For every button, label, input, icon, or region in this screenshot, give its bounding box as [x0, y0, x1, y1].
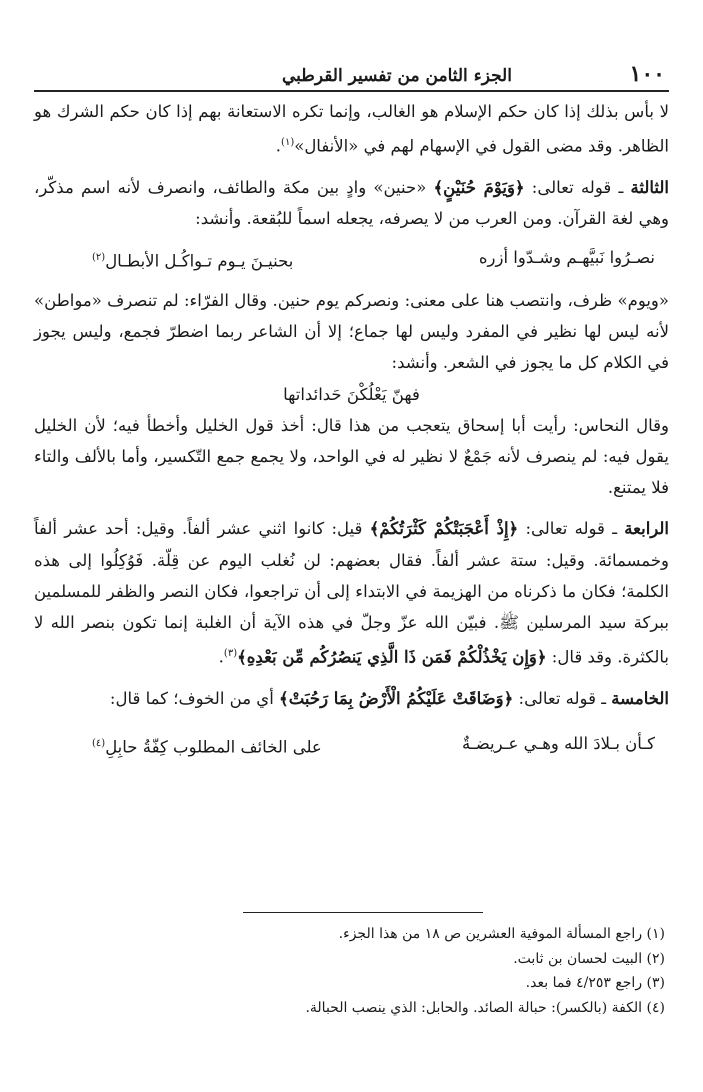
footnote-divider	[243, 912, 483, 913]
quran-verse: ﴿وَإِن يَخْذُلْكُمْ فَمَن ذَا الَّذِي يَنصُرُكُم مِّن بَعْدِهِ﴾	[237, 647, 547, 667]
poem-verse-habil	[34, 724, 669, 767]
paragraph-yawm: «ويوم» ظرف، وانتصب هنا على معنى: ونصركم يوم حنين. وقال الفرّاء: لم تنصرف «مواطن» لأنه ليس لها نظير في المفرد وليس لها جماع؛ إلا أن الشاعر ربما اضطرّ فجمع، وليس يجوز في الكلام كل ما يجوز في الشعر. وأنشد:	[34, 291, 669, 373]
footnote-ref[interactable]: (٤)	[92, 738, 106, 750]
punctuation: .	[218, 647, 224, 667]
half-verse: فهنّ يَعْلُكْنَ حَدائداتها	[283, 384, 420, 404]
running-title: الجزء الثامن من تفسير القرطبي	[282, 66, 512, 86]
section-heading: الرابعة	[624, 519, 669, 539]
paragraph-text: لا بأس بذلك إذا كان حكم الإسلام هو الغالب، وإنما تكره الاستعانة بهم إذا كان حكم الشرك هو الظاهر. وقد مضى القول في الإسهام لهم في «الأنفال»	[34, 102, 669, 156]
punctuation: .	[275, 136, 282, 156]
paragraph-text: «حنين» وادٍ بين مكة والطائف، وانصرف لأنه اسم مذكّر، وهي لغة القرآن. ومن العرب من لا يصرفه، يجعله اسماً للبُقعة. وأنشد:	[34, 177, 669, 229]
poem-verse-hassan	[34, 238, 669, 281]
main-text	[34, 96, 669, 771]
separator: ـ قوله تعالى:	[518, 519, 625, 539]
separator: ـ قوله تعالى:	[513, 688, 612, 708]
footnote-3: (٣) راجع ٤/٢٥٣ فما بعد.	[525, 975, 665, 991]
footnotes	[34, 922, 665, 1020]
section-third	[34, 172, 669, 234]
running-header	[34, 56, 669, 92]
footnote-1: (١) راجع المسألة الموفية العشرين ص ١٨ من هذا الجزء.	[338, 926, 665, 942]
footnote-4: (٤) الكفة (بالكسر): حبالة الصائد. والحابل: الذي ينصب الحبالة.	[305, 999, 665, 1016]
footnote-2: (٢) البيت لحسان بن ثابت.	[513, 950, 665, 967]
section-heading: الثالثة	[630, 177, 669, 197]
paragraph-text: أي من الخوف؛ كما قال:	[109, 688, 280, 708]
page-number: ١٠٠	[629, 61, 665, 87]
separator: ـ قوله تعالى:	[524, 177, 631, 197]
poem-hemistich-second: بحنيـنَ يـوم تـواكُـل الأبطـال	[105, 251, 294, 271]
section-fourth	[34, 513, 669, 673]
paragraph-text: قيل: كانوا اثني عشر ألفاً. وقيل: أحد عشر ألفاً وخمسمائة. وقيل: ستة عشر ألفاً. فقال بعضهم: لن نُغلب اليوم عن قِلّة. فَوُكِلُوا إلى هذه الكلمة؛ فكان ما ذكرناه من الهزيمة في الابتداء إلى أن تراجعوا، فكان النصر والظفر للمسلمين ببركة سيد المرسلين ﷺ. فبيّن الله عزّ وجلّ في هذه الآية أن الغلبة إنما تكون بنصر الله لا بالكثرة. وقد قال:	[34, 519, 669, 667]
quran-verse: ﴿وَضَاقَتْ عَلَيْكُمُ الْأَرْضُ بِمَا رَحُبَتْ﴾	[279, 688, 514, 708]
poem-hemistich-first: نصـرُوا نَبيَّهـم وشـدّوا أزره	[478, 248, 655, 268]
paragraph-nahhas: وقال النحاس: رأيت أبا إسحاق يتعجب من هذا قال: أخذ قول الخليل وأخطأ فيه؛ لأن الخليل يقول فيه: لم ينصرف لأنه جَمْعٌ لا نظير له في الواحد، ولا يجمع جمع التّكسير، وأما بالألف والتاء فلا يمتنع.	[34, 415, 669, 498]
footnote-ref[interactable]: (٢)	[92, 252, 106, 264]
footnote-ref[interactable]: (٣)	[223, 648, 238, 660]
section-fifth	[34, 683, 669, 714]
poem-hemistich-second: على الخائف المطلوب كِفّةُ حابِلِ	[105, 737, 322, 757]
quran-verse: ﴿وَيَوْمَ حُنَيْنٍ﴾	[433, 177, 525, 197]
quran-verse: ﴿إِذْ أَعْجَبَتْكُمْ كَثْرَتُكُمْ﴾	[369, 519, 519, 539]
footnote-ref[interactable]: (١)	[281, 137, 295, 149]
poem-hemistich-first: كـأن بـلادَ الله وهـي عـريضـةٌ	[462, 734, 655, 754]
section-heading: الخامسة	[611, 688, 669, 708]
paragraph-intro	[34, 96, 669, 162]
